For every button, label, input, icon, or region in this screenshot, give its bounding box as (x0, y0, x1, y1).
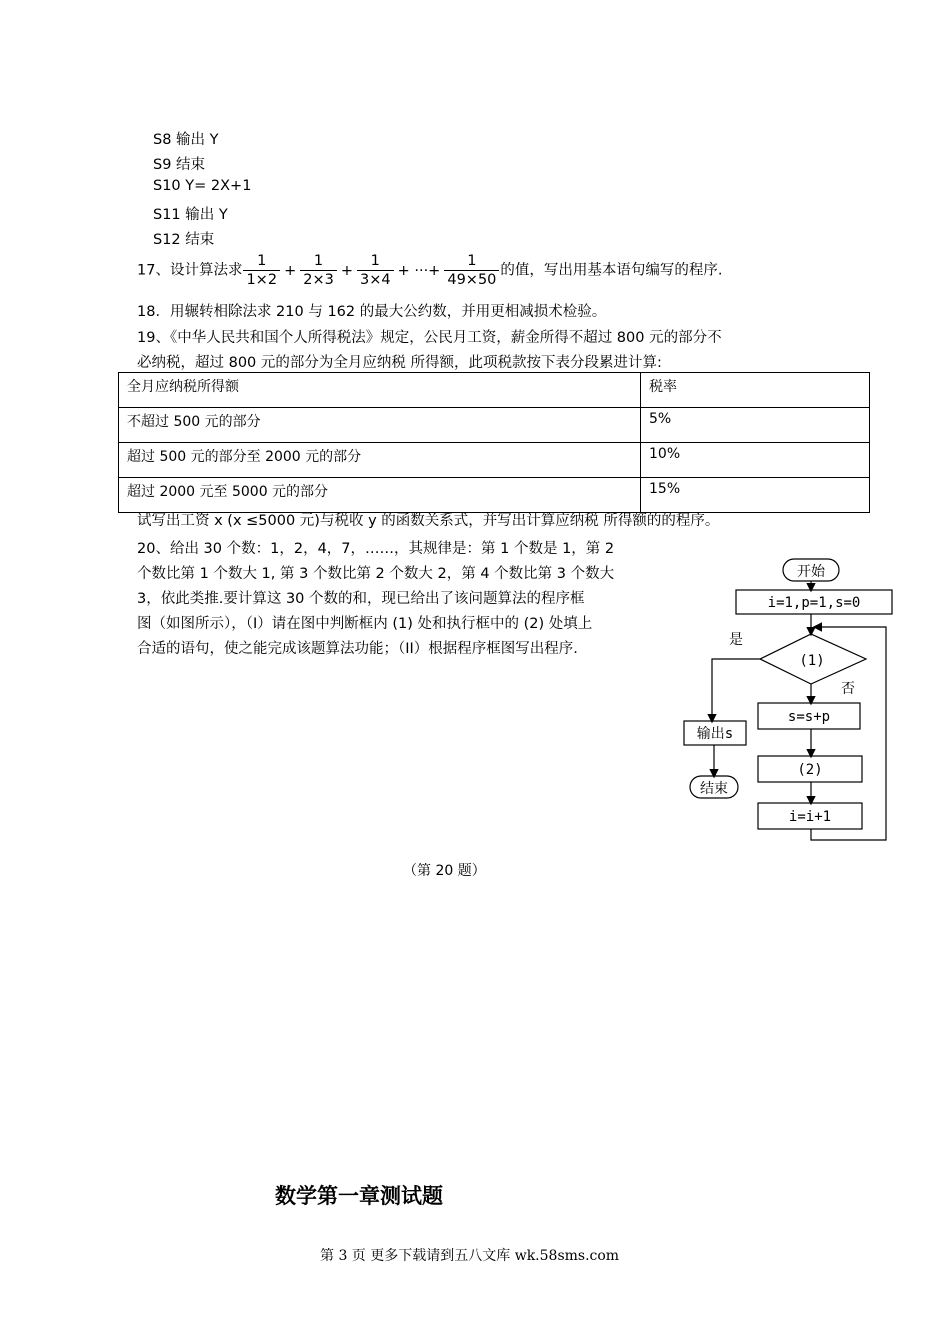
question-19-after: 试写出工资 x (x ≤5000 元)与税收 y 的函数关系式，并写出计算应纳税 所得额的的程序。 (137, 513, 720, 529)
decision-label: (1) (799, 653, 825, 669)
step-line: S8 输出 Y (153, 132, 219, 148)
increment-label: i=i+1 (788, 809, 832, 825)
sum-label: s=s+p (787, 709, 831, 725)
step-line: S11 输出 Y (153, 207, 228, 223)
q17-suffix: 的值，写出用基本语句编写的程序. (500, 262, 723, 279)
table-header-row (119, 373, 870, 408)
output-label: 输出s (696, 726, 734, 742)
question-20-line: 20、给出 30 个数：1，2，4，7，……，其规律是：第 1 个数是 1，第 2 (137, 541, 615, 557)
step-line: S10 Y= 2X+1 (153, 178, 252, 194)
start-label: 开始 (797, 564, 825, 580)
table-header-cell: 税率 (641, 373, 870, 408)
fraction: $\frac{1}{2\times 3}$ (300, 252, 337, 289)
fraction: $\frac{1}{1\times 2}$ (243, 252, 280, 289)
table-header-cell: 全月应纳税所得额 (119, 373, 641, 408)
question-20-line: 个数比第 1 个数大 1, 第 3 个数比第 2 个数大 2，第 4 个数比第 3 个数大 (137, 566, 615, 582)
table-row (119, 408, 870, 443)
flowchart (670, 550, 910, 850)
page-footer: 第 3 页 更多下载请到五八文库 wk.58sms.com (320, 1248, 620, 1264)
table-cell: 15% (641, 478, 870, 513)
question-20-line: 3，依此类推.要计算这 30 个数的和，现已给出了该问题算法的程序框 (137, 591, 585, 607)
question-19-line-2: 必纳税，超过 800 元的部分为全月应纳税 所得额，此项税款按下表分段累进计算: (137, 355, 662, 371)
fraction: $\frac{1}{3\times 4}$ (357, 252, 394, 289)
page-title: 数学第一章测试题 (275, 1184, 443, 1208)
figure-caption: （第 20 题） (403, 863, 486, 879)
q17-prefix: 17、设计算法求 (137, 262, 243, 279)
question-19-line-1: 19、《中华人民共和国个人所得税法》规定，公民月工资，薪金所得不超过 800 元的部分不 (137, 330, 722, 346)
step-2-label: (2) (797, 762, 823, 778)
table-cell: 超过 500 元的部分至 2000 元的部分 (119, 443, 641, 478)
step-line: S12 结束 (153, 232, 215, 248)
table-cell: 5% (641, 408, 870, 443)
end-label: 结束 (700, 781, 728, 797)
yes-label: 是 (729, 632, 743, 648)
step-line: S9 结束 (153, 157, 206, 173)
init-label: i=1,p=1,s=0 (767, 595, 861, 611)
table-cell: 超过 2000 元至 5000 元的部分 (119, 478, 641, 513)
table-cell: 不超过 500 元的部分 (119, 408, 641, 443)
table-row (119, 443, 870, 478)
no-label: 否 (841, 681, 855, 697)
question-20-line: 合适的语句，使之能完成该题算法功能；（II）根据程序框图写出程序. (137, 641, 578, 657)
question-18: 18．用辗转相除法求 210 与 162 的最大公约数，并用更相减损术检验。 (137, 304, 607, 320)
fraction: $\frac{1}{49\times 50}$ (444, 252, 499, 289)
tax-rate-table (118, 372, 870, 513)
question-17: 17、设计算法求 $\frac{1}{1\times 2}$ + $\frac{1}{2\times 3}$ + $\frac{1}{3\times 4}$ + ···+ $\frac{1}{49\times 50}$ 的值，写出用基本语句编写的程序. (137, 253, 723, 288)
question-20-line: 图（如图所示），（I）请在图中判断框内 (1) 处和执行框中的 (2) 处填上 (137, 616, 593, 632)
table-cell: 10% (641, 443, 870, 478)
table-row (119, 478, 870, 513)
